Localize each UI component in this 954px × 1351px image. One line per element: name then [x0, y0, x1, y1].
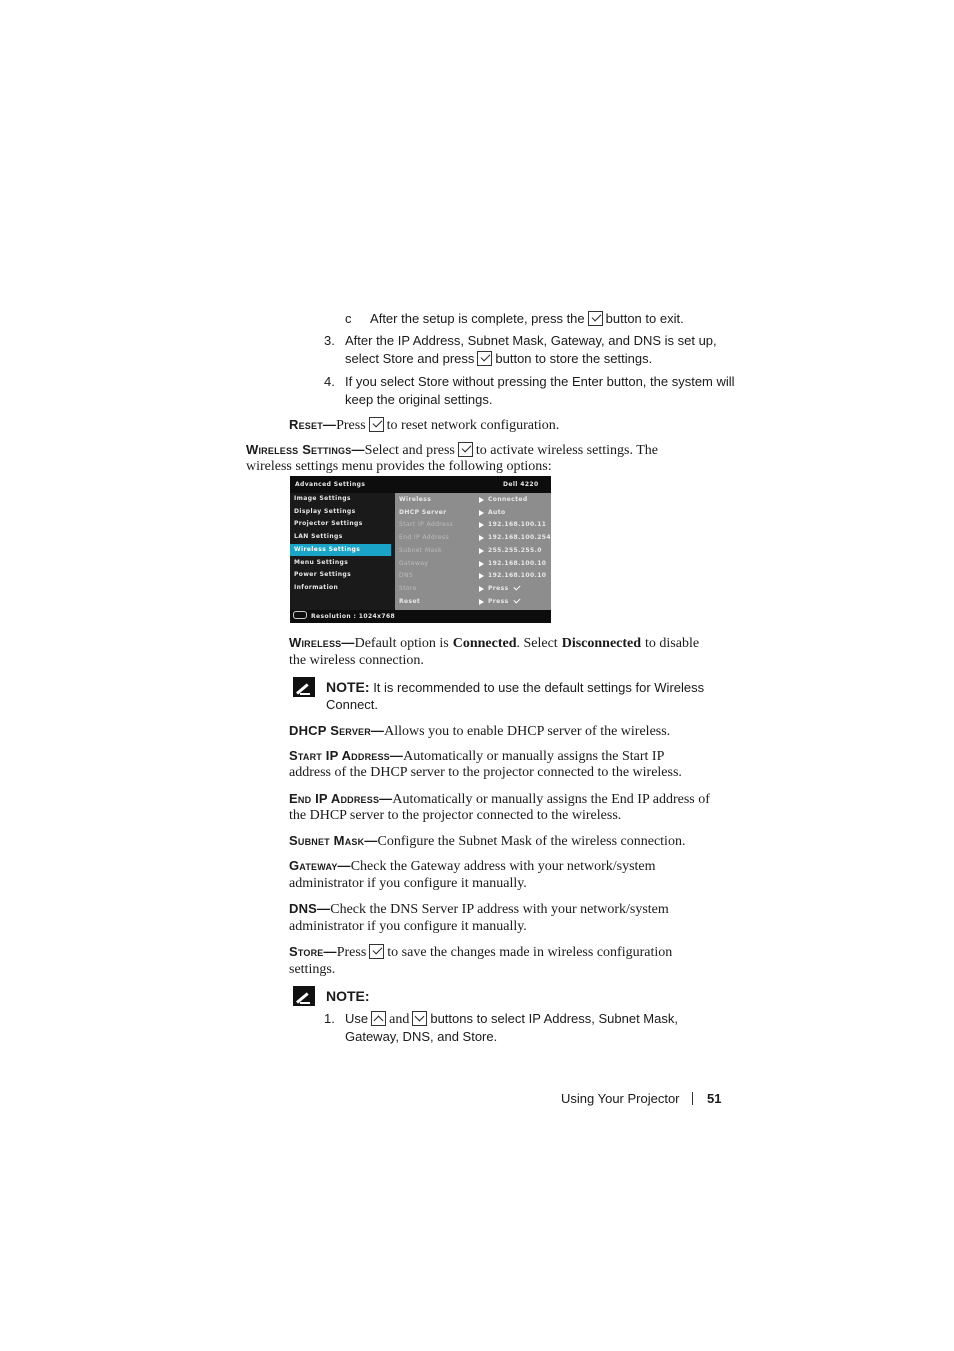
checkmark-button-icon [458, 442, 473, 457]
osd-menu-item: Projector Settings [294, 520, 363, 528]
osd-resolution: Resolution : 1024x768 [293, 611, 395, 622]
checkmark-button-icon [588, 311, 603, 326]
wireless-heading: Wireless— [289, 635, 355, 650]
checkmark-button-icon [369, 944, 384, 959]
osd-submenu [395, 493, 551, 610]
step-marker: c [345, 311, 352, 326]
step-4-line2: keep the original settings. [345, 392, 493, 407]
osd-row: End IP Address 192.168.100.254 [399, 534, 551, 542]
page-number: 51 [707, 1091, 722, 1106]
checkmark-icon [513, 596, 520, 603]
wireless-settings-paragraph: Wireless Settings—Select and press to activate wireless settings. The [246, 442, 658, 458]
osd-title: Advanced Settings [295, 481, 366, 488]
osd-menu-item: Information [294, 583, 339, 591]
osd-menu-item-selected: Wireless Settings [290, 544, 391, 556]
step-3-num: 3. [324, 333, 335, 348]
dhcp-heading: DHCP Server— [289, 723, 385, 738]
osd-menu-item: Display Settings [294, 507, 356, 515]
store-paragraph: Store—Press to save the changes made in wireless configuration [289, 944, 673, 960]
step-3-line1: After the IP Address, Subnet Mask, Gateway, and DNS is set up, [345, 333, 717, 348]
arrow-right-icon [479, 497, 484, 503]
note-1-line2: Connect. [326, 697, 379, 712]
footer-separator [692, 1092, 693, 1105]
note-pencil-icon [293, 986, 315, 1006]
end-ip-line2: the DHCP server to the projector connected to the wireless. [289, 808, 622, 823]
osd-menu-item: LAN Settings [294, 533, 343, 541]
osd-row: Wireless Connected [399, 496, 528, 503]
arrow-right-icon [479, 586, 484, 592]
dns-paragraph: DNS—Check the DNS Server IP address with your network/system [289, 901, 669, 917]
up-arrow-button-icon [371, 1011, 386, 1026]
footer-section-title: Using Your Projector [561, 1091, 680, 1106]
osd-row: Start IP Address 192.168.100.11 [399, 521, 547, 529]
step-4-line1: If you select Store without pressing the Enter button, the system will [345, 374, 735, 389]
note-2-num: 1. [324, 1011, 335, 1026]
start-ip-heading: Start IP Address— [289, 748, 404, 763]
arrow-right-icon [479, 548, 484, 554]
store-heading: Store— [289, 944, 337, 959]
end-ip-heading: End IP Address— [289, 791, 393, 806]
arrow-right-icon [479, 535, 484, 541]
dhcp-paragraph: DHCP Server—Allows you to enable DHCP server of the wireless. [289, 723, 671, 739]
osd-menu-item: Image Settings [294, 495, 351, 502]
gateway-heading: Gateway— [289, 858, 351, 873]
osd-row: DNS 192.168.100.10 [399, 572, 547, 580]
osd-advanced-settings-screenshot [290, 476, 551, 623]
note-2-line1: Use and buttons to select IP Address, Subnet Mask, [345, 1011, 678, 1027]
arrow-right-icon [479, 522, 484, 528]
note-2-line2: Gateway, DNS, and Store. [345, 1029, 498, 1044]
start-ip-line2: address of the DHCP server to the projector connected to the wireless. [289, 765, 682, 780]
arrow-right-icon [479, 561, 484, 567]
dns-heading: DNS— [289, 901, 331, 916]
wireless-line2: the wireless connection. [289, 653, 424, 668]
checkmark-button-icon [477, 351, 492, 366]
osd-row: Reset Press [395, 596, 551, 609]
subnet-heading: Subnet Mask— [289, 833, 378, 848]
osd-menu [290, 493, 395, 610]
step-4-num: 4. [324, 374, 335, 389]
gateway-line2: administrator if you configure it manually. [289, 876, 527, 891]
end-ip-paragraph: End IP Address—Automatically or manually assigns the End IP address of [289, 791, 710, 807]
wireless-settings-line2: wireless settings menu provides the following options: [246, 459, 552, 474]
osd-row: Subnet Mask 255.255.255.0 [399, 546, 542, 554]
subnet-paragraph: Subnet Mask—Configure the Subnet Mask of the wireless connection. [289, 833, 686, 849]
osd-menu-item: Power Settings [294, 571, 352, 579]
arrow-right-icon [479, 599, 484, 605]
step-3-line2: select Store and press button to store the settings. [345, 351, 653, 366]
wireless-paragraph: Wireless—Default option is Connected. Select Disconnected to disable [289, 635, 700, 651]
start-ip-paragraph: Start IP Address—Automatically or manually assigns the Start IP [289, 748, 665, 764]
gateway-paragraph: Gateway—Check the Gateway address with your network/system [289, 858, 656, 874]
osd-row: DHCP Server Auto [399, 508, 506, 516]
osd-row: Store Press [395, 583, 551, 596]
arrow-right-icon [479, 573, 484, 579]
osd-menu-item: Menu Settings [294, 558, 349, 566]
checkmark-button-icon [369, 417, 384, 432]
dns-line2: administrator if you configure it manually. [289, 919, 527, 934]
step-c: c After the setup is complete, press the button to exit. [345, 311, 684, 326]
wireless-settings-heading: Wireless Settings— [246, 442, 365, 457]
reset-heading: Reset— [289, 417, 337, 432]
display-icon [293, 611, 307, 619]
arrow-right-icon [479, 510, 484, 516]
osd-row: Gateway 192.168.100.10 [399, 559, 547, 567]
store-line2: settings. [289, 962, 336, 977]
reset-paragraph: Reset—Press to reset network configuration. [289, 417, 560, 433]
checkmark-icon [513, 583, 520, 590]
down-arrow-button-icon [412, 1011, 427, 1026]
note-2-label: NOTE: [326, 988, 370, 1004]
note-pencil-icon [293, 677, 315, 697]
note-1: NOTE: It is recommended to use the default settings for Wireless [326, 679, 705, 695]
osd-model: Dell 4220 [503, 481, 539, 488]
